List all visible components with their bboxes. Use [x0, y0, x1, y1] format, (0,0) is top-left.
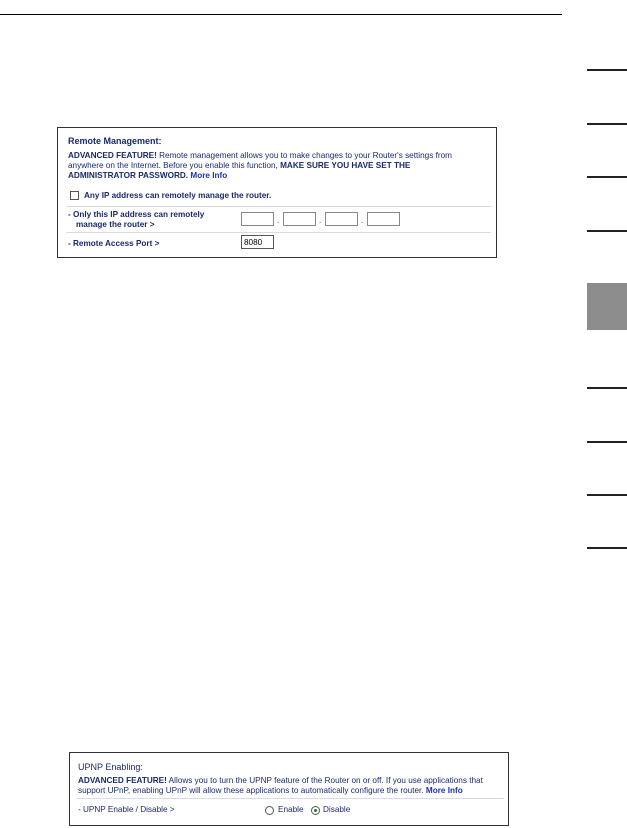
section-tab-9 — [587, 547, 627, 549]
only-ip-label-line-1: - Only this IP address can remotely — [68, 210, 205, 219]
ip-octet-2-input[interactable] — [283, 212, 316, 226]
upnp-enable-radio[interactable] — [265, 806, 274, 815]
any-ip-checkbox[interactable] — [70, 191, 79, 200]
upnp-panel — [69, 752, 509, 826]
any-ip-label: Any IP address can remotely manage the router. — [84, 191, 272, 200]
upnp-description — [78, 776, 506, 796]
section-tab-active — [587, 283, 627, 330]
upnp-title: UPNP Enabling: — [78, 762, 143, 772]
section-tab-7 — [587, 441, 627, 443]
upnp-enable-label: Enable — [278, 805, 304, 814]
ip-octet-4-input[interactable] — [367, 212, 400, 226]
section-tab-1 — [587, 69, 627, 71]
separator — [66, 232, 491, 233]
only-ip-label — [68, 210, 204, 230]
upnp-desc-line-2: support UPnP, enabling UPnP will allow these applications to automatically configure the router. — [78, 786, 424, 795]
upnp-disable-radio[interactable] — [311, 806, 320, 815]
ip-separator: . — [319, 216, 322, 225]
section-tab-8 — [587, 494, 627, 496]
desc-line-1: Remote management allows you to make changes to your Router's settings from — [156, 151, 452, 160]
desc-warning-2: ADMINISTRATOR PASSWORD. — [68, 171, 189, 180]
remote-access-port-input[interactable]: 8080 — [241, 235, 274, 249]
advanced-feature-label: ADVANCED FEATURE! — [68, 151, 157, 160]
desc-warning-1: MAKE SURE YOU HAVE SET THE — [280, 161, 411, 170]
desc-line-2: anywhere on the Internet. Before you enable this function, — [68, 161, 281, 170]
separator — [66, 206, 491, 207]
ip-separator: . — [361, 216, 364, 225]
remote-management-description — [68, 151, 493, 181]
only-ip-label-line-2: manage the router > — [76, 220, 155, 229]
upnp-toggle-label: - UPNP Enable / Disable > — [78, 805, 175, 814]
remote-management-title: Remote Management: — [68, 136, 162, 146]
upnp-disable-label: Disable — [323, 805, 351, 814]
upnp-more-info-link[interactable]: More Info — [425, 786, 463, 795]
upnp-advanced-feature-label: ADVANCED FEATURE! — [78, 776, 167, 785]
section-tab-2 — [587, 123, 627, 125]
ip-octet-1-input[interactable] — [241, 212, 274, 226]
section-tab-4 — [587, 230, 627, 232]
ip-separator: . — [277, 216, 280, 225]
separator — [76, 798, 504, 799]
section-tab-6 — [587, 387, 627, 389]
port-label: - Remote Access Port > — [68, 239, 160, 248]
remote-management-panel — [57, 127, 497, 258]
page-top-rule — [0, 14, 562, 15]
remote-more-info-link[interactable]: More Info — [190, 171, 228, 180]
ip-octet-3-input[interactable] — [325, 212, 358, 226]
section-tab-3 — [587, 176, 627, 178]
upnp-desc-line-1: Allows you to turn the UPNP feature of the Router on or off. If you use applications that — [166, 776, 483, 785]
